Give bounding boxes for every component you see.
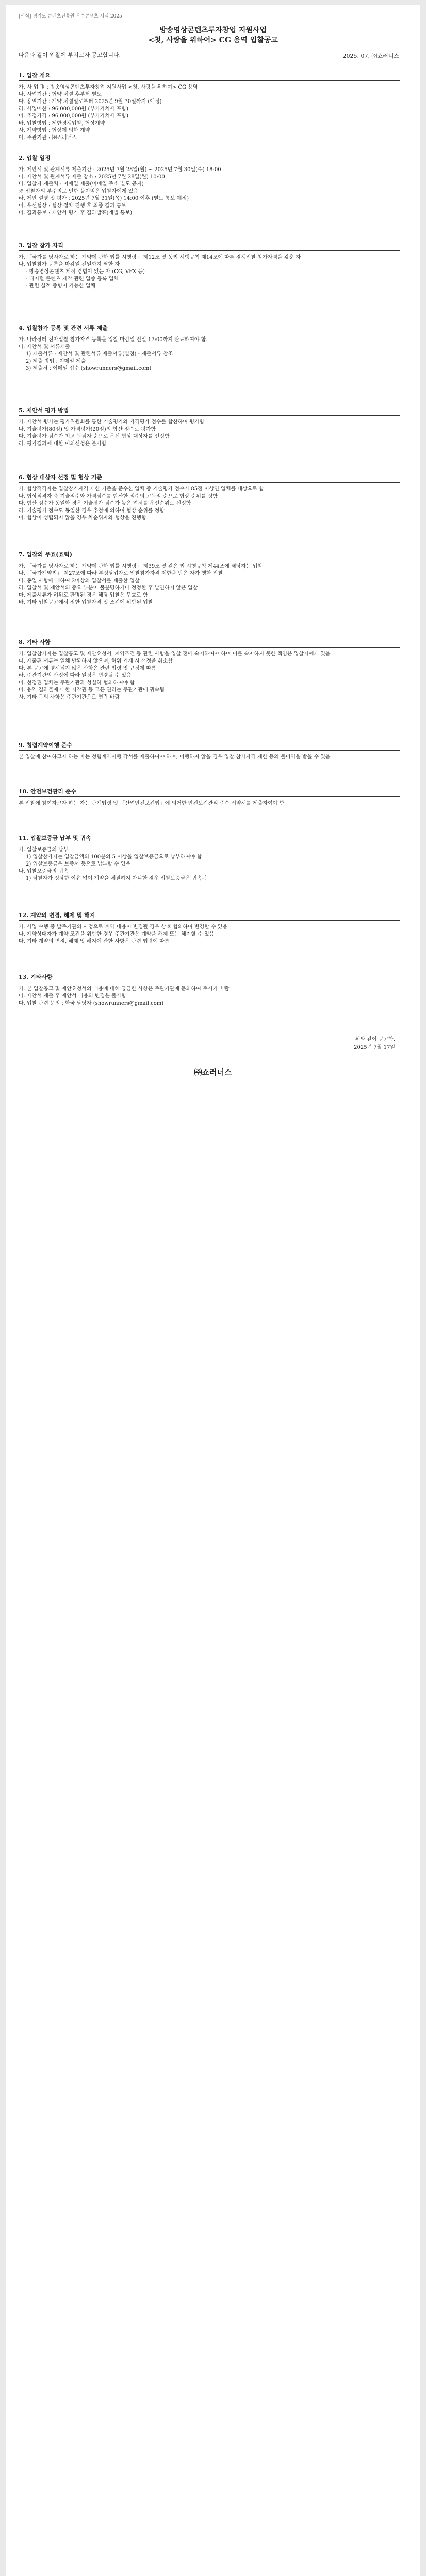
section-line: 마. 제출서류가 허위로 판명된 경우 해당 입찰은 무효로 함 — [19, 592, 148, 598]
section-line: 마. 선정된 업체는 주관기관과 성실히 협의하여야 함 — [19, 680, 135, 686]
section-line: 다. 본 공고에 명시되지 않은 사항은 관련 법령 및 규정에 따름 — [19, 666, 156, 671]
section-6 — [19, 474, 400, 522]
section-line: 가. 입찰참가자는 입찰공고 및 제안요청서, 계약조건 등 관련 사항을 입찰 전에 숙지하여야 하며 이를 숙지하지 못한 책임은 입찰자에게 있음 — [19, 651, 331, 657]
section-line: 다. 기술평가 점수가 최고 득점자 순으로 우선 협상 대상자를 선정함 — [19, 434, 170, 439]
section-line: 마. 우선협상 : 협상 절차 진행 후 최종 결과 통보 — [19, 203, 127, 209]
section-line: 라. 기술평가 점수도 동일한 경우 추첨에 의하여 협상 순위를 정함 — [19, 508, 165, 514]
section-line: 나. 「국가계약법」 제27조에 따라 부정당업자로 입찰참가자격 제한을 받은 자가 행한 입찰 — [19, 571, 223, 577]
section-line: 라. 주관기관의 사정에 따라 일정은 변경될 수 있음 — [19, 673, 132, 679]
section-5 — [19, 407, 400, 448]
section-line: - 디지털 콘텐츠 제작 관련 업종 등록 업체 — [26, 276, 119, 282]
section-line: 나. 제안서 및 관계서류 제출 장소 : 2025년 7월 28일(월) 10:00 — [19, 174, 165, 180]
section-line: 가. 협상적격자는 입찰참가자격 제한 기준을 준수한 업체 중 기술평가 점수가 85점 이상인 업체를 대상으로 함 — [19, 486, 264, 492]
section-line: 나. 제안서 및 서류제출 — [19, 344, 70, 350]
section-line: 라. 평가결과에 대한 이의신청은 불가함 — [19, 441, 107, 447]
notice-page — [6, 5, 420, 2576]
section-line: 다. 입찰 관련 문의 : 한국 담당자 (showrunners@gmail.com) — [19, 1001, 164, 1006]
section-line: 아. 주관기관 : ㈜쇼러너스 — [19, 135, 77, 141]
section-line: 라. 입찰서 및 제안서의 중요 부분이 불분명하거나 정정한 후 날인하지 않은 입찰 — [19, 585, 198, 591]
section-line: 가. 나라장터 전자입찰 참가자격 등록을 입찰 마감일 전일 17:00까지 완료하여야 함. — [19, 337, 208, 343]
section-line: 가. 본 입찰공고 및 제안요청서의 내용에 대해 궁금한 사항은 주관기관에 문의하여 주시기 바람 — [19, 986, 230, 992]
section-line: 1) 입찰참가자는 입찰금액의 100분의 5 이상을 입찰보증금으로 납부하여야 함 — [26, 854, 202, 860]
section-title: 1. 입찰 개요 — [19, 72, 400, 81]
section-10 — [19, 788, 400, 807]
section-line: 나. 제안서 제출 후 제안서 내용의 변경은 불가함 — [19, 993, 126, 999]
intro-text: 다음과 같이 입찰에 부치고자 공고합니다. — [19, 52, 121, 58]
section-title: 10. 안전보건관리 준수 — [19, 788, 400, 797]
section-7 — [19, 551, 400, 606]
publish-date-org: 2025. 07. ㈜쇼러너스 — [342, 53, 399, 59]
section-line: - 관련 실적 증빙이 가능한 업체 — [26, 283, 96, 289]
section-line: 3) 제출처 : 이메일 접수 (showrunners@gmail.com) — [26, 366, 152, 371]
section-line: 가. 「국가를 당사자로 하는 계약에 관한 법률 시행령」 제39조 및 같은 법 시행규칙 제44조에 해당하는 입찰 — [19, 564, 263, 569]
section-title: 5. 제안서 평가 방법 — [19, 407, 400, 416]
section-line: 라. 사업예산 : 96,000,000원 (부가가치세 포함) — [19, 106, 129, 112]
section-line: 사. 계약방법 : 협상에 의한 계약 — [19, 128, 90, 133]
section-title: 2. 입찰 일정 — [19, 155, 400, 163]
organization-name: ㈜쇼러너스 — [194, 1067, 232, 1077]
section-line: 본 입찰에 참여하고자 하는 자는 청렴계약이행 각서를 제출하여야 하며, 이행하지 않을 경우 입찰 참가자격 제한 등의 불이익을 받을 수 있음 — [19, 754, 331, 760]
top-note: [서식] 경기도 콘텐츠진흥원 우수콘텐츠 서식 2025 — [19, 14, 122, 19]
signature-date: 2025년 7월 17일 — [354, 1045, 395, 1050]
section-line: 나. 계약상대자가 계약 조건을 위반한 경우 주관기관은 계약을 해제 또는 해지할 수 있음 — [19, 931, 215, 937]
section-line: 가. 「국가를 당사자로 하는 계약에 관한 법률 시행령」 제12조 및 동법 시행규칙 제14조에 따른 경쟁입찰 참가자격을 갖춘 자 — [19, 255, 301, 260]
signature-line-1: 위와 같이 공고함. — [355, 1037, 395, 1042]
section-line: 다. 동일 사항에 대하여 2이상의 입찰서를 제출한 입찰 — [19, 578, 140, 584]
section-12 — [19, 912, 400, 945]
section-line: 다. 기타 계약의 변경, 해제 및 해지에 관한 사항은 관련 법령에 따름 — [19, 939, 170, 944]
section-title: 3. 입찰 참가 자격 — [19, 242, 400, 251]
section-line: 나. 사업기간 : 협약 체결 후부터 별도 — [19, 92, 102, 97]
section-11 — [19, 835, 400, 883]
section-line: 가. 사업 수행 중 발주기관의 사정으로 계약 내용이 변경될 경우 상호 협의하여 변경할 수 있음 — [19, 924, 228, 930]
section-line: ※ 입찰자의 부주의로 인한 불이익은 입찰자에게 있음 — [19, 189, 138, 194]
section-title: 12. 계약의 변경, 해제 및 해지 — [19, 912, 400, 921]
section-title: 9. 청렴계약이행 준수 — [19, 742, 400, 751]
section-line: 바. 입찰방법 : 제한경쟁입찰, 협상계약 — [19, 121, 105, 126]
section-line: - 방송영상콘텐츠 제작 경험이 있는 자 (CG, VFX 등) — [26, 269, 145, 275]
section-4 — [19, 325, 400, 372]
section-line: 다. 합산 점수가 동일한 경우 기술평가 점수가 높은 업체를 우선순위로 선정함 — [19, 501, 191, 506]
section-13 — [19, 974, 400, 1007]
section-line: 사. 기타 문의 사항은 주관기관으로 연락 바람 — [19, 694, 120, 700]
section-line: 2) 제출 방법 : 이메일 제출 — [26, 359, 86, 364]
section-title: 7. 입찰의 무효(효력) — [19, 551, 400, 560]
section-line: 가. 제안서 평가는 평가위원회를 통한 기술평가와 가격평가 점수를 합산하여 평가함 — [19, 419, 205, 425]
section-line: 마. 추정가격 : 96,000,000원 (부가가치세 포함) — [19, 113, 129, 119]
section-line: 바. 기타 입찰공고에서 정한 입찰자격 및 조건에 위반된 입찰 — [19, 600, 153, 605]
section-line: 라. 제안 설명 및 평가 : 2025년 7월 31일(목) 14:00 이후 (별도 통보 예정) — [19, 196, 189, 201]
section-title: 8. 기타 사항 — [19, 639, 400, 648]
section-3 — [19, 242, 400, 290]
section-title: 6. 협상 대상자 선정 및 협상 기준 — [19, 474, 400, 483]
section-title: 11. 입찰보증금 납부 및 귀속 — [19, 835, 400, 843]
section-title: 4. 입찰참가 등록 및 관련 서류 제출 — [19, 325, 400, 333]
section-line: 다. 입찰자 제출처 : 이메일 제출(이메일 주소 별도 공지) — [19, 181, 144, 187]
section-2 — [19, 155, 400, 217]
section-line: 가. 입찰보증금의 납부 — [19, 847, 69, 853]
section-line: 나. 제출된 서류는 일체 반환하지 않으며, 허위 기재 시 선정을 취소함 — [19, 658, 173, 664]
section-line: 본 입찰에 참여하고자 하는 자는 관계법령 및 「산업안전보건법」에 의거한 안전보건관리 준수 서약서를 제출하여야 함 — [19, 801, 285, 806]
section-line: 마. 협상이 성립되지 않을 경우 차순위자와 협상을 진행함 — [19, 515, 146, 521]
section-line: 나. 협상적격자 중 기술점수와 가격점수를 합산한 점수의 고득점 순으로 협상 순위를 정함 — [19, 494, 218, 499]
section-line: 다. 용역기간 : 계약 체결일로부터 2025년 9월 30일까지 (예정) — [19, 99, 162, 105]
document-title — [6, 26, 420, 45]
section-line: 1) 낙찰자가 정당한 이유 없이 계약을 체결하지 아니한 경우 입찰보증금은 귀속됨 — [26, 876, 207, 882]
section-line: 가. 제안서 및 관계서류 제출기간 : 2025년 7월 28일(월) ~ 2025년 7월 30일(수) 18:00 — [19, 167, 221, 173]
section-line: 바. 용역 결과물에 대한 저작권 등 모든 권리는 주관기관에 귀속됨 — [19, 687, 165, 693]
signature-block — [354, 1036, 395, 1052]
section-9 — [19, 742, 400, 761]
title-line-2: <첫, 사랑을 위하여> CG 용역 입찰공고 — [148, 36, 278, 44]
section-line: 나. 입찰참가 등록을 마감일 전일까지 필한 자 — [19, 262, 120, 267]
section-line: 가. 사 업 명 : 방송영상콘텐츠투자창업 지원사업 <첫, 사랑을 위하여> CG 용역 — [19, 84, 198, 90]
section-line: 나. 입찰보증금의 귀속 — [19, 869, 69, 874]
section-1 — [19, 72, 400, 142]
section-line: 바. 결과통보 : 제안서 평가 후 결과발표(개별 통보) — [19, 210, 133, 216]
section-line: 2) 입찰보증금은 보증서 등으로 납부할 수 있음 — [26, 861, 131, 867]
section-8 — [19, 639, 400, 701]
section-line: 1) 제출서류 : 제안서 및 관련서류 제출서류(별첨) - 제출서류 참조 — [26, 351, 173, 357]
title-line-1: 방송영상콘텐츠투자창업 지원사업 — [159, 26, 267, 35]
section-title: 13. 기타사항 — [19, 974, 400, 982]
section-line: 나. 기술평가(80점) 및 가격평가(20점)의 합산 점수로 평가함 — [19, 427, 156, 432]
